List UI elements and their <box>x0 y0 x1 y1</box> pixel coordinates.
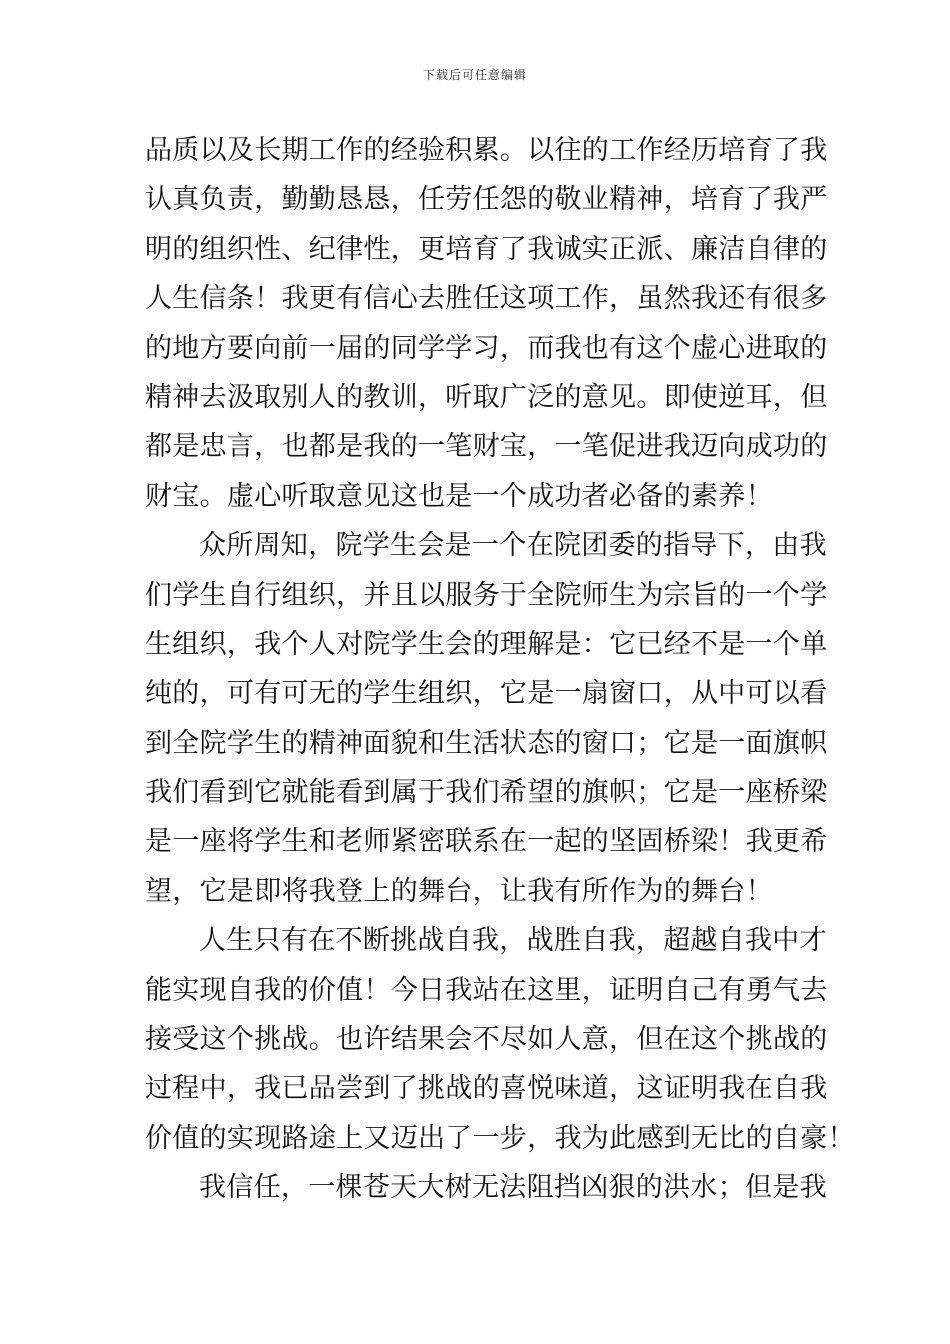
text-line: 能实现自我的价值！今日我站在这里，证明自己有勇气去 <box>145 974 828 1006</box>
text-line: 是一座将学生和老师紧密联系在一起的坚固桥梁！我更希 <box>145 826 828 858</box>
text-line: 生组织，我个人对院学生会的理解是：它已经不是一个单 <box>145 628 828 660</box>
body-text <box>145 126 855 1213</box>
text-line: 精神去汲取别人的教训，听取广泛的意见。即使逆耳，但 <box>145 381 828 413</box>
text-line: 我们看到它就能看到属于我们希望的旗帜；它是一座桥梁 <box>145 777 828 809</box>
text-line: 们学生自行组织，并且以服务于全院师生为宗旨的一个学 <box>145 579 828 611</box>
text-line: 我信任，一棵苍天大树无法阻挡凶狠的洪水；但是我 <box>199 1172 827 1204</box>
text-line: 品质以及长期工作的经验积累。以往的工作经历培育了我 <box>145 135 828 166</box>
text-line: 明的组织性、纪律性，更培育了我诚实正派、廉洁自律的 <box>145 233 828 265</box>
text-line: 认真负责，勤勤恳恳，任劳任怨的敬业精神，培育了我严 <box>145 184 828 216</box>
text-line: 价值的实现路途上又迈出了一步，我为此感到无比的自豪！ <box>145 1122 855 1154</box>
text-line: 到全院学生的精神面貌和生活状态的窗口；它是一面旗帜 <box>145 727 828 759</box>
text-line: 望，它是即将我登上的舞台，让我有所作为的舞台！ <box>145 875 773 907</box>
text-line: 人生信条！我更有信心去胜任这项工作，虽然我还有很多 <box>145 283 828 315</box>
text-line: 都是忠言，也都是我的一笔财宝，一笔促进我迈向成功的 <box>145 431 828 463</box>
text-line: 人生只有在不断挑战自我，战胜自我，超越自我中才 <box>199 925 827 957</box>
text-line: 财宝。虚心听取意见这也是一个成功者必备的素养！ <box>145 480 773 512</box>
text-line: 的地方要向前一届的同学学习，而我也有这个虚心进取的 <box>145 332 828 364</box>
text-line: 过程中，我已品尝到了挑战的喜悦味道，这证明我在自我 <box>145 1073 828 1105</box>
text-line: 接受这个挑战。也许结果会不尽如人意，但在这个挑战的 <box>145 1024 828 1056</box>
header-note: 下载后可任意编辑 <box>422 68 527 82</box>
text-line: 众所周知，院学生会是一个在院团委的指导下，由我 <box>199 530 827 562</box>
text-line: 纯的，可有可无的学生组织，它是一扇窗口，从中可以看 <box>145 678 828 710</box>
